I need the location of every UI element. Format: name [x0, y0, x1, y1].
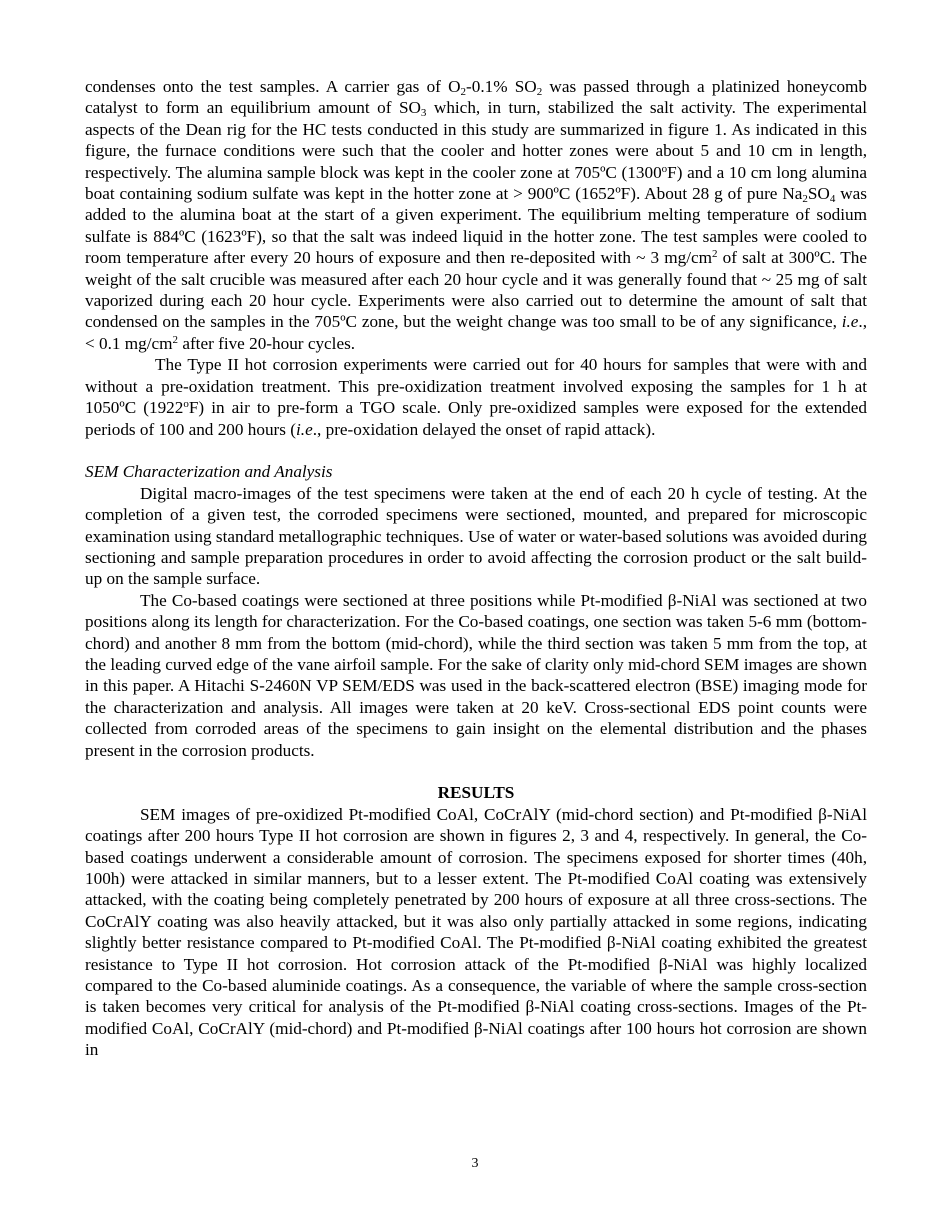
paragraph-type2-experiments: The Type II hot corrosion experiments were carried out for 40 hours for samples that were with and without a pre-oxidation treatment. This pre-oxidization treatment involved exposing the samples for 1 h at 1050ºC (1922$^o$F) in air to pre-form a TGO scale. Only pre-oxidized samples were exposed for the extended periods of 100 and 200 hours (i.e., pre-oxidation delayed the onset of rapid attack).: [85, 355, 867, 439]
paragraph-dean-rig: condenses onto the test samples. A carrier gas of $O_2-0.1\%$ $SO_2$ was passed through a platinized honeycomb catalyst to form an equilibrium amount of $SO_3$ which, in turn, stabilized the salt activity. The experimental aspects of the Dean rig for the HC tests conducted in this study are summarized in figure 1. As indicated in this figure, the furnace conditions were such that the cooler and hotter zones were about 5 and 10 cm in length, respectively. The alumina sample block was kept in the cooler zone at 705ºC (1300$^o$F) and a 10 cm long alumina boat containing sodium sulfate was kept in the hotter zone at > 900ºC (1652ºF). About 28 g of pure $Na_2SO_4$ was added to the alumina boat at the start of a given experiment. The equilibrium melting temperature of sodium sulfate is 884ºC (1623ºF), so that the salt was indeed liquid in the hotter zone. The test samples were cooled to room temperature after every 20 hours of exposure and then re-deposited with ~ 3 $mg/cm^2$ of salt at 300ºC. The weight of the salt crucible was measured after each 20 hour cycle and it was generally found that ~ 25 mg of salt vaporized during each 20 hour cycle. Experiments were also carried out to determine the amount of salt that condensed on the samples in the 705ºC zone, but the weight change was too small to be of any significance, i.e., < 0.1 $mg/cm^2$ after five 20-hour cycles.: [85, 77, 868, 353]
paragraph-macro-images: Digital macro-images of the test specimens were taken at the end of each 20 h cycle of testing. At the completion of a given test, the corroded specimens were sectioned, mounted, and prepared for microscopic examination using standard metallographic techniques. Use of water or water-based solutions was avoided during sectioning and sample preparation procedures in order to avoid affecting the corrosion product or the salt build-up on the sample surface.: [85, 483, 867, 589]
subheading-sem: SEM Characterization and Analysis: [85, 462, 333, 482]
page-body: [85, 76, 867, 1061]
page-number: 3: [471, 1156, 479, 1171]
paragraph-results: SEM images of pre-oxidized Pt-modified CoAl, CoCrAlY (mid-chord section) and Pt-modified β-NiAl coatings after 200 hours Type II hot corrosion are shown in figures 2, 3 and 4, respectively. In general, the Co-based coatings underwent a considerable amount of corrosion. The specimens exposed for shorter times (40h, 100h) were attacked in similar manners, but to a lesser extent. The Pt-modified CoAl coating was extensively attacked, with the coating being completely penetrated by 200 hours of exposure at all three cross-sections. The CoCrAlY coating was also heavily attacked, but it was also only partially attacked in some regions, indicating slightly better resistance compared to Pt-modified CoAl. The Pt-modified β-NiAl coating exhibited the greatest resistance to Type II hot corrosion. Hot corrosion attack of the Pt-modified β-NiAl was highly localized compared to the Co-based aluminide coatings. As a consequence, the variable of where the sample cross-section is taken becomes very critical for analysis of the Pt-modified β-NiAl coating cross-sections. Images of the Pt-modified CoAl, CoCrAlY (mid-chord) and Pt-modified β-NiAl coatings after 100 hours hot corrosion are shown in: [85, 804, 867, 1060]
paragraph-sectioning: The Co-based coatings were sectioned at three positions while Pt-modified β-NiAl was sectioned at two positions along its length for characterization. For the Co-based coatings, one section was taken 5-6 mm (bottom-chord) and another 8 mm from the bottom (mid-chord), while the third section was taken 5 mm from the top, at the leading curved edge of the vane airfoil sample. For the sake of clarity only mid-chord SEM images are shown in this paper. A Hitachi S-2460N VP SEM/EDS was used in the back-scattered electron (BSE) imaging mode for the characterization and analysis. All images were taken at 20 keV. Cross-sectional EDS point counts were collected from corroded areas of the specimens to gain insight on the elemental distribution and the phases present in the corrosion products.: [85, 590, 867, 760]
section-heading-results: RESULTS: [437, 783, 515, 803]
